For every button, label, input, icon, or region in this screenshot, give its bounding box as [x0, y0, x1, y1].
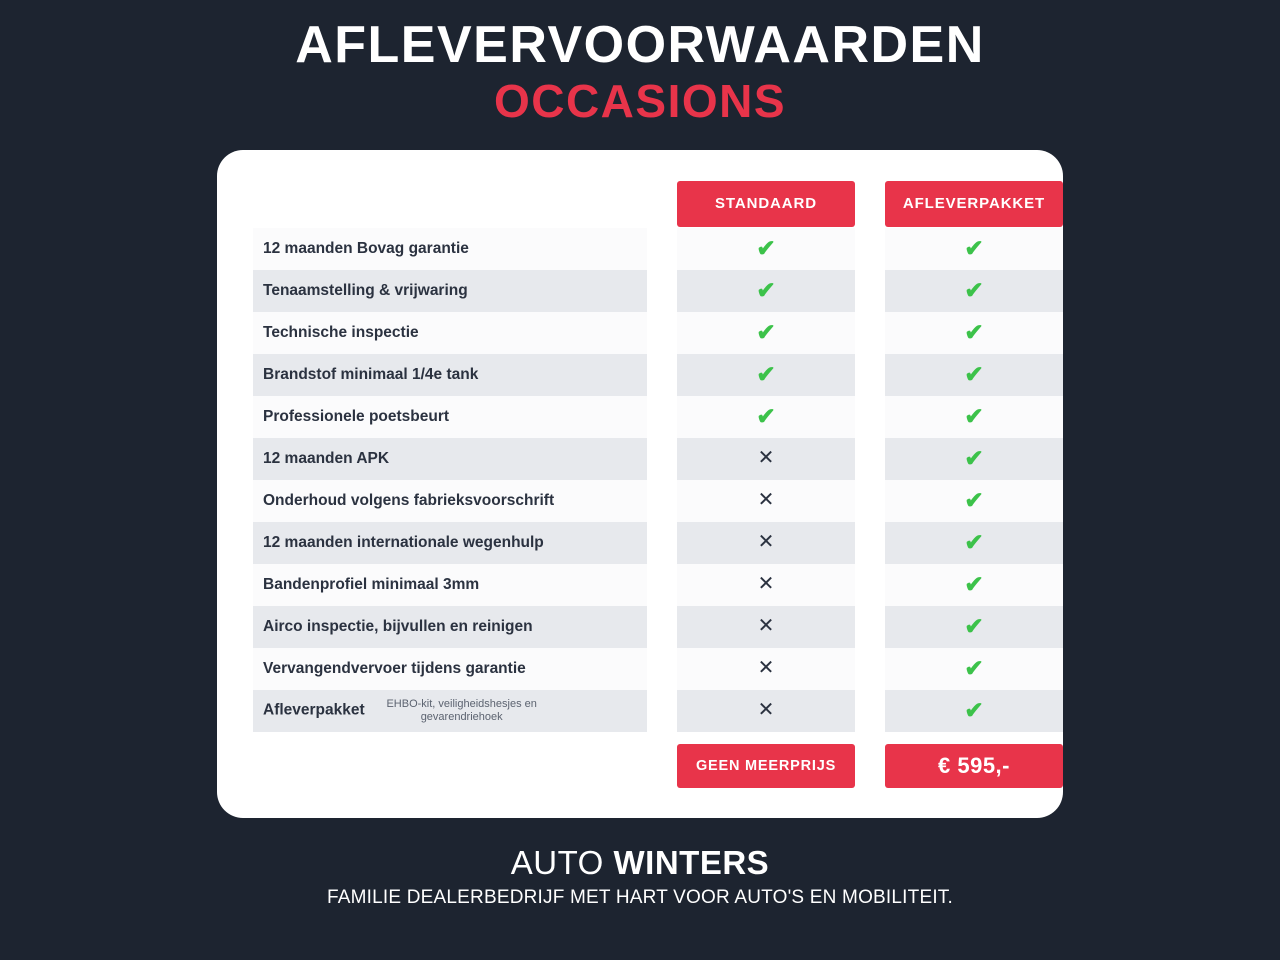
row-gap — [855, 396, 885, 438]
page-title — [295, 18, 985, 125]
cell-standaard — [677, 270, 855, 312]
row-gap — [855, 354, 885, 396]
header-gap-1 — [647, 180, 677, 228]
feature-label — [253, 564, 647, 606]
check-icon: ✔ — [964, 234, 984, 261]
cell-afleverpakket — [885, 312, 1063, 354]
row-gap — [647, 648, 677, 690]
footer — [327, 844, 953, 909]
feature-label-text: Brandstof minimaal 1/4e tank — [263, 365, 479, 383]
feature-note: EHBO-kit, veiligheidshesjes en gevarendriehoek — [386, 698, 537, 723]
table-price-row — [253, 732, 1063, 788]
cell-afleverpakket — [885, 690, 1063, 732]
row-gap — [855, 606, 885, 648]
feature-label-text: Vervangendvervoer tijdens garantie — [263, 659, 526, 677]
feature-label — [253, 354, 647, 396]
feature-label-text: Onderhoud volgens fabrieksvoorschrift — [263, 491, 555, 509]
cell-afleverpakket — [885, 606, 1063, 648]
column-header-standaard-label: STANDAARD — [677, 181, 855, 227]
check-icon: ✔ — [756, 276, 776, 303]
check-icon: ✔ — [964, 612, 984, 639]
table-row — [253, 522, 1063, 564]
row-gap — [855, 648, 885, 690]
check-icon: ✔ — [964, 444, 984, 471]
row-gap — [647, 354, 677, 396]
cross-icon: ✕ — [757, 573, 775, 596]
check-icon: ✔ — [964, 276, 984, 303]
row-gap — [855, 228, 885, 270]
cell-standaard — [677, 564, 855, 606]
feature-label-text: 12 maanden internationale wegenhulp — [263, 533, 544, 551]
price-gap-2 — [855, 732, 885, 788]
cell-standaard — [677, 354, 855, 396]
column-header-afleverpakket — [885, 180, 1063, 228]
cell-standaard — [677, 228, 855, 270]
check-icon: ✔ — [964, 528, 984, 555]
row-gap — [855, 690, 885, 732]
title-line-1: AFLEVERVOORWAARDEN — [295, 16, 985, 74]
cell-standaard — [677, 396, 855, 438]
cross-icon: ✕ — [757, 489, 775, 512]
table-row — [253, 564, 1063, 606]
column-header-afleverpakket-label: AFLEVERPAKKET — [885, 181, 1063, 227]
price-standaard-label: GEEN MEERPRIJS — [677, 744, 855, 788]
feature-label — [253, 480, 647, 522]
feature-label — [253, 438, 647, 480]
cross-icon: ✕ — [757, 531, 775, 554]
cell-standaard — [677, 522, 855, 564]
price-afleverpakket — [885, 732, 1063, 788]
row-gap — [647, 480, 677, 522]
feature-label — [253, 648, 647, 690]
title-line-2: OCCASIONS — [493, 74, 787, 127]
row-gap — [647, 312, 677, 354]
check-icon: ✔ — [756, 234, 776, 261]
check-icon: ✔ — [964, 360, 984, 387]
cell-afleverpakket — [885, 270, 1063, 312]
feature-label-text: 12 maanden APK — [263, 449, 390, 467]
table-row — [253, 438, 1063, 480]
table-row — [253, 270, 1063, 312]
cell-afleverpakket — [885, 522, 1063, 564]
row-gap — [647, 522, 677, 564]
cell-standaard — [677, 312, 855, 354]
table-row — [253, 228, 1063, 270]
feature-label-text: Tenaamstelling & vrijwaring — [263, 281, 468, 299]
feature-label — [253, 522, 647, 564]
cell-standaard — [677, 690, 855, 732]
feature-label-text: Bandenprofiel minimaal 3mm — [263, 575, 480, 593]
check-icon: ✔ — [964, 318, 984, 345]
row-gap — [855, 564, 885, 606]
feature-label-text: 12 maanden Bovag garantie — [263, 239, 469, 257]
feature-label — [253, 690, 647, 732]
row-gap — [647, 606, 677, 648]
header-empty-cell — [253, 180, 647, 228]
column-header-standaard — [677, 180, 855, 228]
row-gap — [647, 690, 677, 732]
feature-label — [253, 270, 647, 312]
row-gap — [855, 270, 885, 312]
check-icon: ✔ — [756, 402, 776, 429]
comparison-table — [253, 180, 1063, 788]
price-standaard — [677, 732, 855, 788]
row-gap — [855, 522, 885, 564]
table-row — [253, 354, 1063, 396]
feature-label — [253, 312, 647, 354]
table-row — [253, 396, 1063, 438]
cell-afleverpakket — [885, 648, 1063, 690]
feature-label — [253, 606, 647, 648]
row-gap — [647, 564, 677, 606]
cross-icon: ✕ — [757, 657, 775, 680]
table-row — [253, 648, 1063, 690]
brand-name-light: AUTO — [510, 843, 614, 881]
check-icon: ✔ — [964, 696, 984, 723]
table-row — [253, 312, 1063, 354]
row-gap — [855, 480, 885, 522]
cell-afleverpakket — [885, 480, 1063, 522]
table-row — [253, 690, 1063, 732]
table-row — [253, 606, 1063, 648]
feature-label-text: Technische inspectie — [263, 323, 419, 341]
row-gap — [855, 312, 885, 354]
row-gap — [647, 438, 677, 480]
cross-icon: ✕ — [757, 615, 775, 638]
cell-standaard — [677, 480, 855, 522]
comparison-card — [217, 150, 1063, 818]
check-icon: ✔ — [964, 486, 984, 513]
cell-standaard — [677, 606, 855, 648]
table-header-row — [253, 180, 1063, 228]
price-gap-1 — [647, 732, 677, 788]
price-afleverpakket-label: € 595,- — [885, 744, 1063, 788]
cell-afleverpakket — [885, 354, 1063, 396]
footer-tagline: FAMILIE DEALERBEDRIJF MET HART VOOR AUTO'S EN MOBILITEIT. — [327, 886, 953, 908]
check-icon: ✔ — [964, 570, 984, 597]
cell-afleverpakket — [885, 438, 1063, 480]
cell-afleverpakket — [885, 564, 1063, 606]
feature-label-text: Professionele poetsbeurt — [263, 407, 450, 425]
cell-afleverpakket — [885, 396, 1063, 438]
cell-afleverpakket — [885, 228, 1063, 270]
brand-name — [327, 844, 953, 882]
price-empty-cell — [253, 732, 647, 788]
cell-standaard — [677, 648, 855, 690]
feature-label-text: Afleverpakket — [263, 701, 365, 719]
brand-name-bold: WINTERS — [613, 843, 770, 881]
header-gap-2 — [855, 180, 885, 228]
check-icon: ✔ — [756, 360, 776, 387]
row-gap — [647, 396, 677, 438]
check-icon: ✔ — [964, 402, 984, 429]
row-gap — [647, 228, 677, 270]
check-icon: ✔ — [964, 654, 984, 681]
table-row — [253, 480, 1063, 522]
check-icon: ✔ — [756, 318, 776, 345]
cell-standaard — [677, 438, 855, 480]
feature-label — [253, 396, 647, 438]
cross-icon: ✕ — [757, 699, 775, 722]
cross-icon: ✕ — [757, 447, 775, 470]
row-gap — [855, 438, 885, 480]
row-gap — [647, 270, 677, 312]
feature-label-text: Airco inspectie, bijvullen en reinigen — [263, 617, 533, 635]
feature-label — [253, 228, 647, 270]
